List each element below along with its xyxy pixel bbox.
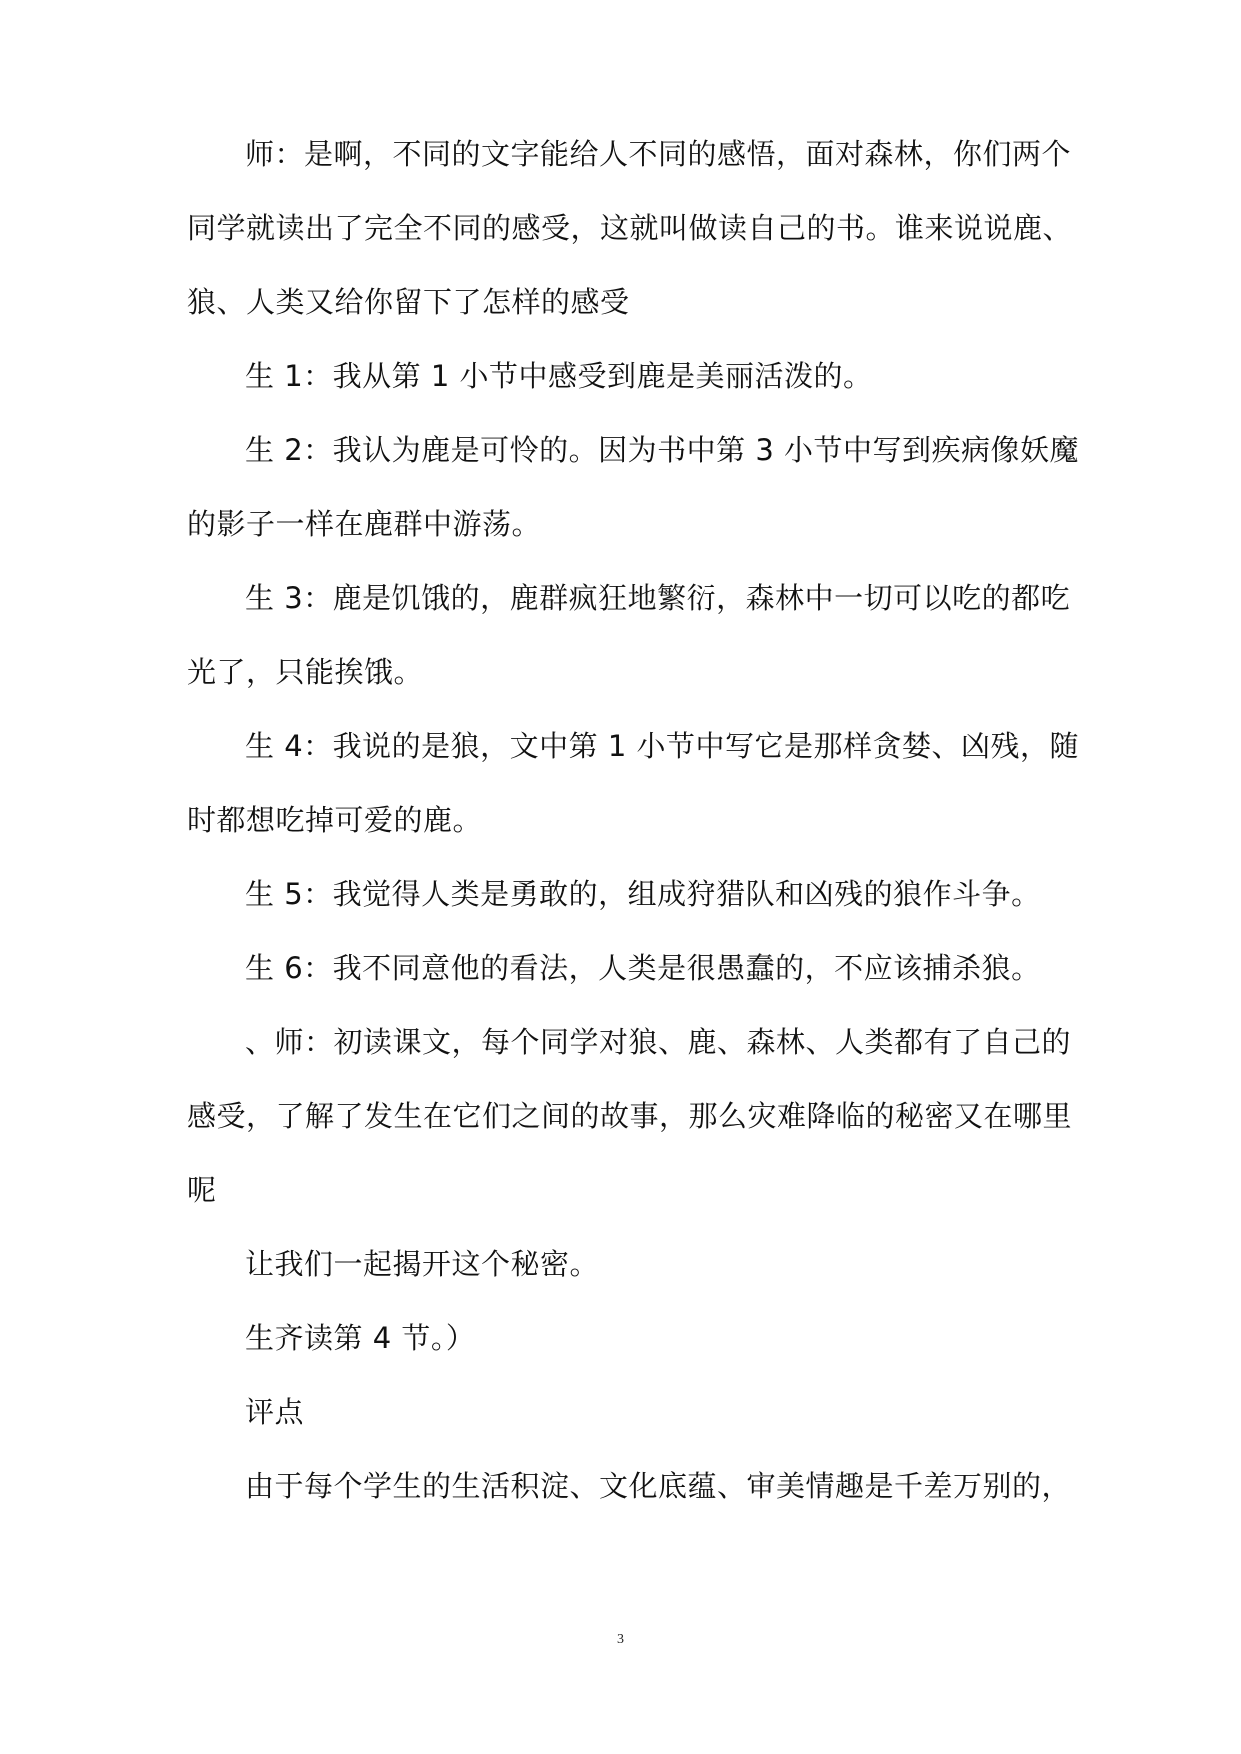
text-line: 的影子一样在鹿群中游荡。 [187, 507, 542, 541]
page-number: 3 [617, 1632, 624, 1647]
text-line: 让我们一起揭开这个秘密。 [245, 1247, 600, 1281]
text-line: 呢 [187, 1173, 217, 1207]
text-line: 生 5：我觉得人类是勇敢的，组成狩猎队和凶残的狼作斗争。 [245, 877, 1041, 911]
text-line: 师：是啊，不同的文字能给人不同的感悟，面对森林，你们两个 [245, 137, 1072, 171]
text-line: 生 2：我认为鹿是可怜的。因为书中第 3 小节中写到疾病像妖魔 [245, 433, 1080, 467]
text-line: 光了，只能挨饿。 [187, 655, 424, 689]
text-line: 生 6：我不同意他的看法，人类是很愚蠢的，不应该捕杀狼。 [245, 951, 1041, 985]
text-line: 由于每个学生的生活积淀、文化底蕴、审美情趣是千差万别的， [245, 1469, 1072, 1503]
text-line: 评点 [245, 1395, 305, 1429]
text-line: 感受，了解了发生在它们之间的故事，那么灾难降临的秘密又在哪里 [187, 1099, 1073, 1133]
text-line: 生 3：鹿是饥饿的，鹿群疯狂地繁衍，森林中一切可以吃的都吃 [245, 581, 1071, 615]
text-line: 、师：初读课文，每个同学对狼、鹿、森林、人类都有了自己的 [245, 1025, 1072, 1059]
text-line: 时都想吃掉可爱的鹿。 [187, 803, 483, 837]
text-line: 生 1：我从第 1 小节中感受到鹿是美丽活泼的。 [245, 359, 873, 393]
text-line: 同学就读出了完全不同的感受，这就叫做读自己的书。谁来说说鹿、 [187, 211, 1073, 245]
text-line: 生齐读第 4 节。） [245, 1321, 476, 1355]
text-line: 狼、人类又给你留下了怎样的感受 [187, 285, 630, 319]
text-line: 生 4：我说的是狼，文中第 1 小节中写它是那样贪婪、凶残，随 [245, 729, 1080, 763]
